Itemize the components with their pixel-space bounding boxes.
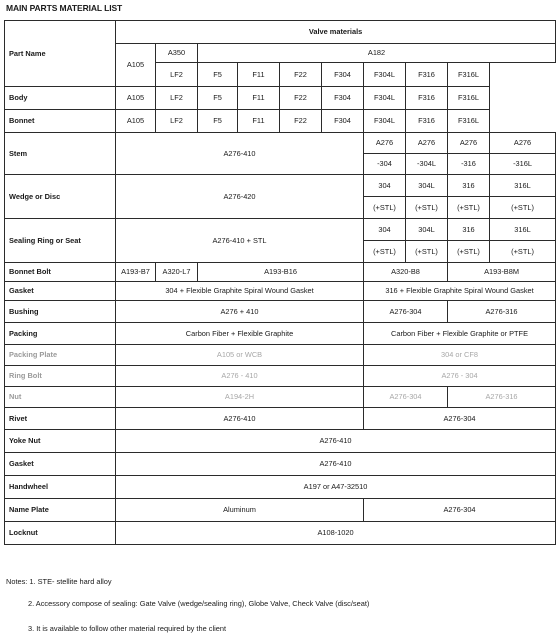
cell: F316 bbox=[406, 87, 448, 110]
cell: F22 bbox=[280, 87, 322, 110]
cell: A105 bbox=[116, 110, 156, 133]
cell: A276 bbox=[406, 133, 448, 154]
cell: F22 bbox=[280, 110, 322, 133]
cell: A194-2H bbox=[116, 387, 364, 408]
cell: A276 bbox=[364, 133, 406, 154]
cell: Carbon Fiber + Flexible Graphite bbox=[116, 323, 364, 345]
cell: A320-B8 bbox=[364, 263, 448, 282]
row-label: Nut bbox=[5, 387, 116, 408]
cell: A193-B16 bbox=[198, 263, 364, 282]
row-label: Body bbox=[5, 87, 116, 110]
cell: (+STL) bbox=[364, 197, 406, 219]
cell: F5 bbox=[198, 110, 238, 133]
row-label: Bushing bbox=[5, 301, 116, 323]
cell: A276-304 bbox=[364, 387, 448, 408]
cell: A193-B7 bbox=[116, 263, 156, 282]
header-a350: A350 bbox=[156, 44, 198, 63]
row-gasket-2 bbox=[5, 453, 556, 476]
header-grade: F304L bbox=[364, 63, 406, 87]
cell: 316 + Flexible Graphite Spiral Wound Gasket bbox=[364, 282, 556, 301]
cell: F316L bbox=[448, 110, 490, 133]
row-label: Bonnet bbox=[5, 110, 116, 133]
cell: -304L bbox=[406, 154, 448, 175]
cell: (+STL) bbox=[490, 197, 556, 219]
header-part-name: Part Name bbox=[5, 21, 116, 87]
cell: (+STL) bbox=[448, 197, 490, 219]
cell: A105 or WCB bbox=[116, 345, 364, 366]
header-a182: A182 bbox=[198, 44, 556, 63]
header-row-1 bbox=[5, 21, 556, 44]
row-handwheel bbox=[5, 476, 556, 499]
header-grade: LF2 bbox=[156, 63, 198, 87]
header-grade: F11 bbox=[238, 63, 280, 87]
materials-table bbox=[4, 20, 556, 545]
cell: (+STL) bbox=[406, 197, 448, 219]
cell: A276-316 bbox=[448, 387, 556, 408]
row-label: Gasket bbox=[5, 453, 116, 476]
page-title: MAIN PARTS MATERIAL LIST bbox=[6, 3, 123, 13]
cell: A105 bbox=[116, 87, 156, 110]
row-bonnet bbox=[5, 110, 556, 133]
cell: A276-316 bbox=[448, 301, 556, 323]
cell: (+STL) bbox=[490, 241, 556, 263]
row-label: Bonnet Bolt bbox=[5, 263, 116, 282]
cell: A197 or A47-32510 bbox=[116, 476, 556, 499]
row-ring-bolt bbox=[5, 366, 556, 387]
cell: A276 + 410 bbox=[116, 301, 364, 323]
header-a105: A105 bbox=[116, 44, 156, 87]
row-bonnet-bolt bbox=[5, 263, 556, 282]
cell: 304L bbox=[406, 219, 448, 241]
row-label: Packing bbox=[5, 323, 116, 345]
cell: -316L bbox=[490, 154, 556, 175]
cell: A276-410 bbox=[116, 133, 364, 175]
cell: A276 - 304 bbox=[364, 366, 556, 387]
cell: Aluminum bbox=[116, 499, 364, 522]
cell: Carbon Fiber + Flexible Graphite or PTFE bbox=[364, 323, 556, 345]
row-sealing bbox=[5, 219, 556, 241]
cell: A276-304 bbox=[364, 499, 556, 522]
row-label: Stem bbox=[5, 133, 116, 175]
note-2: 2. Accessory compose of sealing: Gate Valve (wedge/sealing ring), Globe Valve, Check Valve (disc/seat) bbox=[28, 599, 370, 608]
cell: 316L bbox=[490, 219, 556, 241]
cell: LF2 bbox=[156, 87, 198, 110]
cell: (+STL) bbox=[406, 241, 448, 263]
row-label: Yoke Nut bbox=[5, 430, 116, 453]
row-label: Gasket bbox=[5, 282, 116, 301]
cell: A276 bbox=[490, 133, 556, 154]
cell: -304 bbox=[364, 154, 406, 175]
header-valve-materials: Valve materials bbox=[116, 21, 556, 44]
cell: A276-420 bbox=[116, 175, 364, 219]
row-name-plate bbox=[5, 499, 556, 522]
cell: F316L bbox=[448, 87, 490, 110]
cell: A276 - 410 bbox=[116, 366, 364, 387]
row-packing-plate bbox=[5, 345, 556, 366]
cell: F304L bbox=[364, 87, 406, 110]
row-label: Rivet bbox=[5, 408, 116, 430]
row-wedge bbox=[5, 175, 556, 197]
cell: A276-410 + STL bbox=[116, 219, 364, 263]
cell: A276 bbox=[448, 133, 490, 154]
cell: F304 bbox=[322, 87, 364, 110]
note-3: 3. It is available to follow other material required by the client bbox=[28, 624, 227, 633]
row-label: Locknut bbox=[5, 522, 116, 545]
row-bushing bbox=[5, 301, 556, 323]
cell: 316 bbox=[448, 219, 490, 241]
cell: F11 bbox=[238, 87, 280, 110]
cell: 316L bbox=[490, 175, 556, 197]
cell: F304 bbox=[322, 110, 364, 133]
cell: (+STL) bbox=[448, 241, 490, 263]
row-locknut bbox=[5, 522, 556, 545]
cell: A320-L7 bbox=[156, 263, 198, 282]
cell: 304L bbox=[406, 175, 448, 197]
row-label: Ring Bolt bbox=[5, 366, 116, 387]
row-rivet bbox=[5, 408, 556, 430]
cell: 304 bbox=[364, 175, 406, 197]
cell: F304L bbox=[364, 110, 406, 133]
row-label: Wedge or Disc bbox=[5, 175, 116, 219]
cell: (+STL) bbox=[364, 241, 406, 263]
cell: F5 bbox=[198, 87, 238, 110]
row-stem bbox=[5, 133, 556, 154]
header-grade: F304 bbox=[322, 63, 364, 87]
cell: A276-410 bbox=[116, 453, 556, 476]
row-label: Packing Plate bbox=[5, 345, 116, 366]
row-gasket bbox=[5, 282, 556, 301]
cell: A276-410 bbox=[116, 430, 556, 453]
cell: A193-B8M bbox=[448, 263, 556, 282]
header-grade: F5 bbox=[198, 63, 238, 87]
row-label: Sealing Ring or Seat bbox=[5, 219, 116, 263]
row-nut bbox=[5, 387, 556, 408]
cell: LF2 bbox=[156, 110, 198, 133]
row-packing bbox=[5, 323, 556, 345]
cell: 304 + Flexible Graphite Spiral Wound Gasket bbox=[116, 282, 364, 301]
cell: A276-304 bbox=[364, 408, 556, 430]
note-1: Notes: 1. STE- stellite hard alloy bbox=[6, 577, 112, 586]
row-body bbox=[5, 87, 556, 110]
row-yoke-nut bbox=[5, 430, 556, 453]
header-grade: F316L bbox=[448, 63, 490, 87]
cell: A108-1020 bbox=[116, 522, 556, 545]
header-grade: F22 bbox=[280, 63, 322, 87]
row-label: Handwheel bbox=[5, 476, 116, 499]
cell: A276-304 bbox=[364, 301, 448, 323]
cell: A276-410 bbox=[116, 408, 364, 430]
cell: F316 bbox=[406, 110, 448, 133]
row-label: Name Plate bbox=[5, 499, 116, 522]
cell: 316 bbox=[448, 175, 490, 197]
cell: 304 or CF8 bbox=[364, 345, 556, 366]
cell: F11 bbox=[238, 110, 280, 133]
cell: 304 bbox=[364, 219, 406, 241]
cell: -316 bbox=[448, 154, 490, 175]
header-grade: F316 bbox=[406, 63, 448, 87]
